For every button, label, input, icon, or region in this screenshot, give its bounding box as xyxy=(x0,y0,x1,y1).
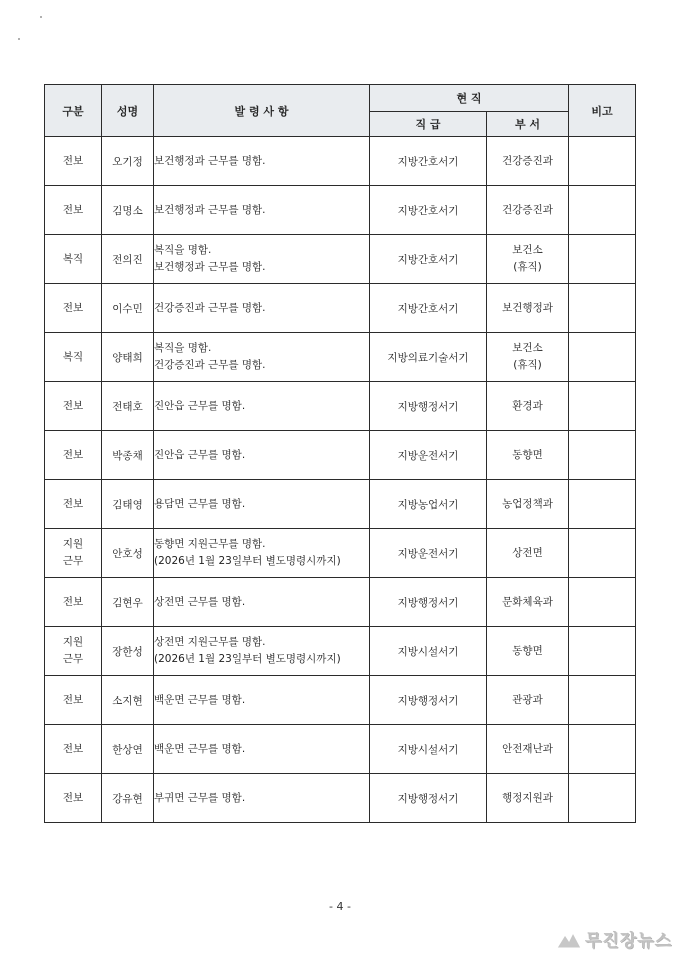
cell-line: 근무 xyxy=(62,653,84,665)
table-row xyxy=(45,676,636,725)
department-cell xyxy=(487,284,569,333)
remarks-cell xyxy=(569,333,636,382)
grade-cell: 지방행정서기 xyxy=(370,676,487,725)
cell-line: 동향면 지원근무를 명함. xyxy=(154,538,266,550)
cell-line: (2026년 1월 23일부터 별도명령시까지) xyxy=(154,555,341,567)
mountain-logo-icon xyxy=(556,929,582,949)
cell-line: 건강증진과 근무를 명함. xyxy=(154,301,266,314)
grade-cell: 지방간호서기 xyxy=(370,235,487,284)
cell-line: 건강증진과 xyxy=(502,203,553,216)
cell-line: 전보 xyxy=(62,595,84,608)
name-cell: 전태호 xyxy=(102,382,154,431)
category-cell xyxy=(45,676,102,725)
department-cell xyxy=(487,186,569,235)
cell-line: 전보 xyxy=(62,301,84,314)
table-row xyxy=(45,431,636,480)
cell-line: 복직을 명함. xyxy=(154,342,212,354)
cell-line: 안전재난과 xyxy=(502,742,553,755)
table-row xyxy=(45,725,636,774)
cell-line: 동향면 xyxy=(512,644,543,657)
watermark xyxy=(556,926,672,951)
category-cell xyxy=(45,333,102,382)
order-cell xyxy=(154,774,370,823)
category-cell xyxy=(45,382,102,431)
cell-line: 전보 xyxy=(62,448,84,461)
name-cell: 김현우 xyxy=(102,578,154,627)
cell-line: 보건소 xyxy=(512,244,543,256)
remarks-cell xyxy=(569,578,636,627)
header-category: 구분 xyxy=(45,85,102,137)
grade-cell: 지방행정서기 xyxy=(370,774,487,823)
order-cell xyxy=(154,676,370,725)
category-cell xyxy=(45,431,102,480)
remarks-cell xyxy=(569,235,636,284)
cell-line: 농업정책과 xyxy=(502,497,553,510)
cell-line: 관광과 xyxy=(512,693,543,706)
header-remarks: 비고 xyxy=(569,85,636,137)
remarks-cell xyxy=(569,529,636,578)
cell-line: 건강증진과 xyxy=(502,154,553,167)
order-cell xyxy=(154,480,370,529)
department-cell xyxy=(487,382,569,431)
category-cell xyxy=(45,284,102,333)
table-row xyxy=(45,137,636,186)
order-cell xyxy=(154,333,370,382)
grade-cell: 지방간호서기 xyxy=(370,186,487,235)
remarks-cell xyxy=(569,627,636,676)
grade-cell: 지방운전서기 xyxy=(370,529,487,578)
header-grade: 직 급 xyxy=(370,112,487,137)
cell-line: 상전면 xyxy=(512,546,543,559)
table-row xyxy=(45,284,636,333)
cell-line: 복직 xyxy=(62,350,84,363)
order-cell xyxy=(154,578,370,627)
remarks-cell xyxy=(569,137,636,186)
cell-line: 환경과 xyxy=(512,399,543,412)
table-row xyxy=(45,529,636,578)
grade-cell: 지방시설서기 xyxy=(370,627,487,676)
department-cell xyxy=(487,431,569,480)
remarks-cell xyxy=(569,725,636,774)
cell-line: 진안읍 근무를 명함. xyxy=(154,448,246,461)
category-cell xyxy=(45,480,102,529)
cell-line: 백운면 근무를 명함. xyxy=(154,693,246,706)
department-cell xyxy=(487,235,569,284)
personnel-order-table xyxy=(44,84,636,823)
cell-line: 부귀면 근무를 명함. xyxy=(154,791,246,804)
department-cell xyxy=(487,676,569,725)
name-cell: 한상연 xyxy=(102,725,154,774)
cell-line: 전보 xyxy=(62,742,84,755)
department-cell xyxy=(487,774,569,823)
grade-cell: 지방운전서기 xyxy=(370,431,487,480)
scan-speck xyxy=(18,38,20,40)
grade-cell: 지방간호서기 xyxy=(370,284,487,333)
header-name: 성명 xyxy=(102,85,154,137)
cell-line: 건강증진과 근무를 명함. xyxy=(154,359,266,371)
cell-line: 보건행정과 xyxy=(502,301,553,314)
category-cell xyxy=(45,627,102,676)
cell-line: 보건소 xyxy=(512,342,543,354)
order-cell xyxy=(154,431,370,480)
cell-line: 복직을 명함. xyxy=(154,244,212,256)
table-row xyxy=(45,480,636,529)
name-cell: 이수민 xyxy=(102,284,154,333)
department-cell xyxy=(487,725,569,774)
department-cell xyxy=(487,627,569,676)
watermark-text: 무진장뉴스 xyxy=(584,931,672,951)
category-cell xyxy=(45,725,102,774)
cell-line: 전보 xyxy=(62,399,84,412)
department-cell xyxy=(487,529,569,578)
cell-line: 상전면 근무를 명함. xyxy=(154,595,246,608)
grade-cell: 지방의료기술서기 xyxy=(370,333,487,382)
name-cell: 오기정 xyxy=(102,137,154,186)
remarks-cell xyxy=(569,676,636,725)
table-row xyxy=(45,578,636,627)
cell-line: 행정지원과 xyxy=(502,791,553,804)
order-cell xyxy=(154,284,370,333)
name-cell: 김태영 xyxy=(102,480,154,529)
grade-cell: 지방농업서기 xyxy=(370,480,487,529)
remarks-cell xyxy=(569,431,636,480)
grade-cell: 지방시설서기 xyxy=(370,725,487,774)
header-order: 발 령 사 항 xyxy=(154,85,370,137)
cell-line: 전보 xyxy=(62,497,84,510)
order-cell xyxy=(154,382,370,431)
category-cell xyxy=(45,137,102,186)
order-cell xyxy=(154,235,370,284)
cell-line: 백운면 근무를 명함. xyxy=(154,742,246,755)
order-cell xyxy=(154,186,370,235)
cell-line: 지원 xyxy=(62,538,84,550)
remarks-cell xyxy=(569,480,636,529)
cell-line: 전보 xyxy=(62,154,84,167)
order-cell xyxy=(154,137,370,186)
category-cell xyxy=(45,186,102,235)
cell-line: 복직 xyxy=(62,252,84,265)
grade-cell: 지방간호서기 xyxy=(370,137,487,186)
cell-line: 지원 xyxy=(62,636,84,648)
remarks-cell xyxy=(569,284,636,333)
scan-speck xyxy=(40,16,42,18)
cell-line: 보건행정과 근무를 명함. xyxy=(154,261,266,273)
order-cell xyxy=(154,725,370,774)
cell-line: 상전면 지원근무를 명함. xyxy=(154,636,266,648)
cell-line: 전보 xyxy=(62,203,84,216)
cell-line: 보건행정과 근무를 명함. xyxy=(154,154,266,167)
name-cell: 박종채 xyxy=(102,431,154,480)
cell-line: 문화체육과 xyxy=(502,595,553,608)
header-department: 부 서 xyxy=(487,112,569,137)
grade-cell: 지방행정서기 xyxy=(370,382,487,431)
order-cell xyxy=(154,627,370,676)
header-current-position: 현 직 xyxy=(370,85,569,112)
table-row xyxy=(45,235,636,284)
cell-line: (휴직) xyxy=(513,261,542,273)
department-cell xyxy=(487,137,569,186)
cell-line: 보건행정과 근무를 명함. xyxy=(154,203,266,216)
cell-line: 용담면 근무를 명함. xyxy=(154,497,246,510)
category-cell xyxy=(45,529,102,578)
name-cell: 장한성 xyxy=(102,627,154,676)
order-cell xyxy=(154,529,370,578)
cell-line: 근무 xyxy=(62,555,84,567)
grade-cell: 지방행정서기 xyxy=(370,578,487,627)
department-cell xyxy=(487,480,569,529)
remarks-cell xyxy=(569,186,636,235)
table-row xyxy=(45,774,636,823)
page-number: - 4 - xyxy=(329,900,351,913)
category-cell xyxy=(45,235,102,284)
cell-line: 전보 xyxy=(62,791,84,804)
remarks-cell xyxy=(569,382,636,431)
cell-line: (2026년 1월 23일부터 별도명령시까지) xyxy=(154,653,341,665)
name-cell: 소지현 xyxy=(102,676,154,725)
cell-line: 진안읍 근무를 명함. xyxy=(154,399,246,412)
cell-line: (휴직) xyxy=(513,359,542,371)
table-row xyxy=(45,627,636,676)
category-cell xyxy=(45,774,102,823)
cell-line: 동향면 xyxy=(512,448,543,461)
table-row xyxy=(45,382,636,431)
cell-line: 전보 xyxy=(62,693,84,706)
remarks-cell xyxy=(569,774,636,823)
name-cell: 안호성 xyxy=(102,529,154,578)
name-cell: 강유현 xyxy=(102,774,154,823)
table-row xyxy=(45,186,636,235)
name-cell: 양태희 xyxy=(102,333,154,382)
department-cell xyxy=(487,333,569,382)
name-cell: 전의진 xyxy=(102,235,154,284)
name-cell: 김명소 xyxy=(102,186,154,235)
department-cell xyxy=(487,578,569,627)
category-cell xyxy=(45,578,102,627)
table-row xyxy=(45,333,636,382)
